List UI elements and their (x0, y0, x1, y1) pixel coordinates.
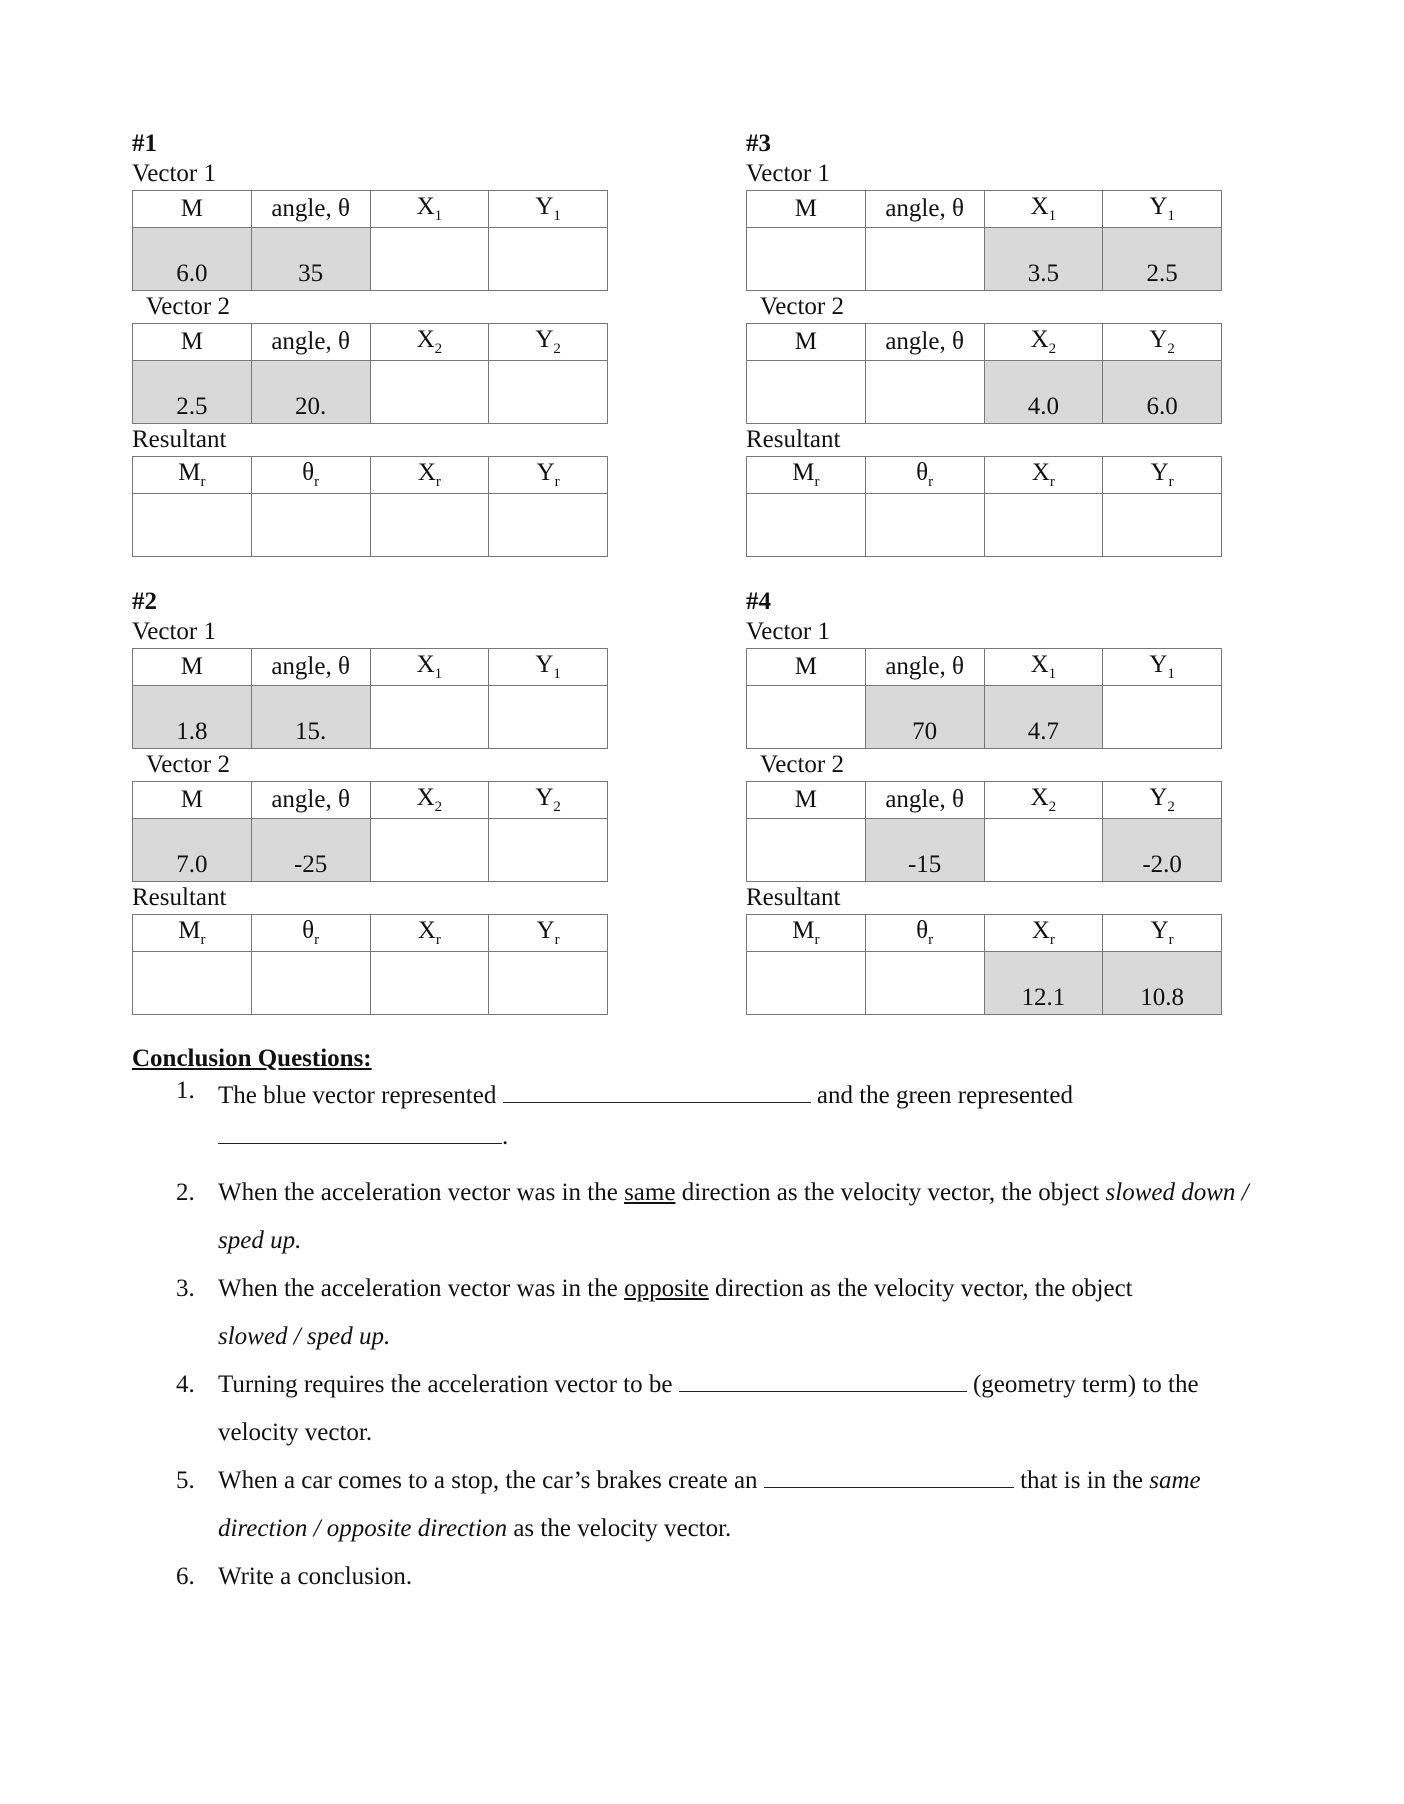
problem-2 (132, 588, 608, 1015)
vector1-table (746, 190, 1222, 291)
resultant-table (132, 914, 608, 1015)
question-number: 4. (176, 1371, 195, 1398)
vector2-table (132, 781, 608, 882)
value-angle[interactable]: 15. (251, 686, 370, 749)
value-x[interactable] (370, 361, 489, 424)
answer-blank[interactable] (218, 1115, 502, 1144)
question-5 (132, 1457, 1292, 1553)
header-xr: $X_r$ (370, 915, 489, 952)
question-6 (132, 1553, 1292, 1601)
header-yr: $Y_r$ (1103, 915, 1222, 952)
problem-number: #1 (132, 130, 157, 157)
header-mr: $M_r$ (133, 457, 252, 494)
question-text: (geometry term) to the (972, 1371, 1199, 1398)
header-angle: angle, θ (865, 191, 984, 228)
value-angle[interactable] (865, 361, 984, 424)
underlined-word: same (624, 1179, 676, 1206)
value-y[interactable]: 6.0 (1103, 361, 1222, 424)
question-text: as the velocity vector. (513, 1515, 732, 1542)
value-y[interactable]: 2.5 (1103, 228, 1222, 291)
vector1-label: Vector 1 (132, 618, 216, 645)
header-yr: $Y_r$ (1103, 457, 1222, 494)
question-text: When the acceleration vector was in the (218, 1179, 618, 1206)
value-m[interactable] (747, 494, 866, 557)
vector1-table (746, 648, 1222, 749)
resultant-table (746, 456, 1222, 557)
value-m[interactable] (747, 819, 866, 882)
problem-number: #2 (132, 588, 157, 615)
header-m: M (133, 324, 252, 361)
vector2-table (746, 323, 1222, 424)
question-1 (132, 1074, 1292, 1161)
header-x1: $X_1$ (370, 649, 489, 686)
header-angle: angle, θ (251, 191, 370, 228)
value-x[interactable] (984, 494, 1103, 557)
value-x[interactable]: 12.1 (984, 952, 1103, 1015)
vector2-label: Vector 2 (760, 293, 844, 320)
question-text: direction as the velocity vector, the object (681, 1179, 1100, 1206)
header-mr: $M_r$ (747, 915, 866, 952)
value-x[interactable]: 4.7 (984, 686, 1103, 749)
header-xr: $X_r$ (984, 915, 1103, 952)
value-angle[interactable]: -15 (865, 819, 984, 882)
vector1-table (132, 190, 608, 291)
value-x[interactable]: 3.5 (984, 228, 1103, 291)
answer-blank[interactable] (679, 1363, 967, 1392)
header-mr: $M_r$ (133, 915, 252, 952)
question-number: 5. (176, 1467, 195, 1494)
header-m: M (747, 324, 866, 361)
question-number: 6. (176, 1563, 195, 1590)
header-x1: $X_1$ (370, 191, 489, 228)
question-text: . (502, 1123, 509, 1150)
choice-text: slowed / sped up. (218, 1323, 391, 1350)
header-m: M (133, 191, 252, 228)
conclusion-title: Conclusion Questions: (132, 1045, 372, 1072)
vector2-label: Vector 2 (146, 293, 230, 320)
question-number: 1. (176, 1077, 195, 1104)
value-x[interactable] (370, 228, 489, 291)
value-angle[interactable]: 35 (251, 228, 370, 291)
question-text: direction as the velocity vector, the object (715, 1275, 1133, 1302)
header-m: M (747, 191, 866, 228)
problem-1 (132, 130, 608, 557)
value-m[interactable] (133, 952, 252, 1015)
header-angle: angle, θ (251, 649, 370, 686)
question-text: Write a conclusion. (218, 1563, 413, 1590)
vector1-label: Vector 1 (746, 160, 830, 187)
choice-text: slowed (1105, 1179, 1175, 1206)
problem-number: #3 (746, 130, 771, 157)
header-angle: angle, θ (865, 324, 984, 361)
header-y1: $Y_1$ (489, 191, 608, 228)
header-y1: $Y_1$ (489, 649, 608, 686)
value-x[interactable] (370, 819, 489, 882)
value-y[interactable] (1103, 494, 1222, 557)
value-angle[interactable]: 70 (865, 686, 984, 749)
conclusion-section (132, 1044, 1292, 1601)
header-angle: angle, θ (865, 649, 984, 686)
value-angle[interactable]: 20. (251, 361, 370, 424)
value-m[interactable]: 1.8 (133, 686, 252, 749)
value-m[interactable] (747, 952, 866, 1015)
value-y[interactable] (489, 361, 608, 424)
value-y[interactable] (489, 228, 608, 291)
question-text: The blue vector represented (218, 1082, 497, 1109)
header-x1: $X_1$ (984, 191, 1103, 228)
value-y[interactable] (489, 819, 608, 882)
question-text: When a car comes to a stop, the car’s brakes create an (218, 1467, 758, 1494)
header-angle: angle, θ (251, 324, 370, 361)
header-theta-r: $\theta_r$ (251, 457, 370, 494)
question-3 (132, 1265, 1292, 1361)
question-text: and the green represented (816, 1082, 1073, 1109)
header-x2: $X_2$ (984, 782, 1103, 819)
question-4 (132, 1361, 1292, 1457)
header-y1: $Y_1$ (1103, 649, 1222, 686)
choice-text: direction / opposite direction (218, 1515, 508, 1542)
value-angle[interactable] (865, 228, 984, 291)
question-text: velocity vector. (218, 1419, 373, 1446)
question-text: When the acceleration vector was in the (218, 1275, 618, 1302)
header-m: M (133, 782, 252, 819)
header-y2: $Y_2$ (489, 324, 608, 361)
value-x[interactable]: 4.0 (984, 361, 1103, 424)
resultant-table (132, 456, 608, 557)
question-number: 2. (176, 1179, 195, 1206)
value-m[interactable] (747, 686, 866, 749)
header-x2: $X_2$ (984, 324, 1103, 361)
value-m[interactable] (133, 494, 252, 557)
resultant-label: Resultant (746, 426, 841, 453)
problem-4 (746, 588, 1222, 1015)
header-theta-r: $\theta_r$ (865, 457, 984, 494)
question-text: that is in the (1020, 1467, 1143, 1494)
vector2-label: Vector 2 (146, 751, 230, 778)
value-angle[interactable] (251, 494, 370, 557)
resultant-label: Resultant (132, 884, 227, 911)
resultant-label: Resultant (132, 426, 227, 453)
value-x[interactable] (984, 819, 1103, 882)
value-y[interactable] (489, 952, 608, 1015)
header-xr: $X_r$ (370, 457, 489, 494)
header-y1: $Y_1$ (1103, 191, 1222, 228)
header-m: M (133, 649, 252, 686)
vector2-label: Vector 2 (760, 751, 844, 778)
value-angle[interactable] (865, 494, 984, 557)
value-angle[interactable] (865, 952, 984, 1015)
value-x[interactable] (370, 494, 489, 557)
value-y[interactable] (489, 494, 608, 557)
header-xr: $X_r$ (984, 457, 1103, 494)
value-angle[interactable] (251, 952, 370, 1015)
header-m: M (747, 649, 866, 686)
value-m[interactable] (747, 228, 866, 291)
vector1-table (132, 648, 608, 749)
question-text: Turning requires the acceleration vector to be (218, 1371, 673, 1398)
question-number: 3. (176, 1275, 195, 1302)
underlined-word: opposite (624, 1275, 709, 1302)
value-m[interactable]: 6.0 (133, 228, 252, 291)
header-mr: $M_r$ (747, 457, 866, 494)
header-angle: angle, θ (251, 782, 370, 819)
header-y2: $Y_2$ (1103, 324, 1222, 361)
choice-text: same (1149, 1467, 1201, 1494)
header-m: M (747, 782, 866, 819)
value-x[interactable] (370, 686, 489, 749)
value-m[interactable] (747, 361, 866, 424)
header-theta-r: $\theta_r$ (251, 915, 370, 952)
header-x1: $X_1$ (984, 649, 1103, 686)
header-angle: angle, θ (865, 782, 984, 819)
problem-number: #4 (746, 588, 771, 615)
resultant-table (746, 914, 1222, 1015)
value-angle[interactable]: -25 (251, 819, 370, 882)
value-x[interactable] (370, 952, 489, 1015)
value-m[interactable]: 2.5 (133, 361, 252, 424)
header-yr: $Y_r$ (489, 457, 608, 494)
vector2-table (746, 781, 1222, 882)
value-y[interactable]: -2.0 (1103, 819, 1222, 882)
answer-blank[interactable] (503, 1074, 811, 1103)
vector1-label: Vector 1 (746, 618, 830, 645)
header-x2: $X_2$ (370, 782, 489, 819)
resultant-label: Resultant (746, 884, 841, 911)
header-theta-r: $\theta_r$ (865, 915, 984, 952)
value-y[interactable] (1103, 686, 1222, 749)
header-y2: $Y_2$ (489, 782, 608, 819)
choice-text: down / sped up. (218, 1179, 1249, 1254)
question-2 (132, 1169, 1292, 1265)
header-yr: $Y_r$ (489, 915, 608, 952)
header-x2: $X_2$ (370, 324, 489, 361)
value-y[interactable]: 10.8 (1103, 952, 1222, 1015)
vector1-label: Vector 1 (132, 160, 216, 187)
value-y[interactable] (489, 686, 608, 749)
answer-blank[interactable] (764, 1459, 1014, 1488)
header-y2: $Y_2$ (1103, 782, 1222, 819)
value-m[interactable]: 7.0 (133, 819, 252, 882)
problem-3 (746, 130, 1222, 557)
vector2-table (132, 323, 608, 424)
